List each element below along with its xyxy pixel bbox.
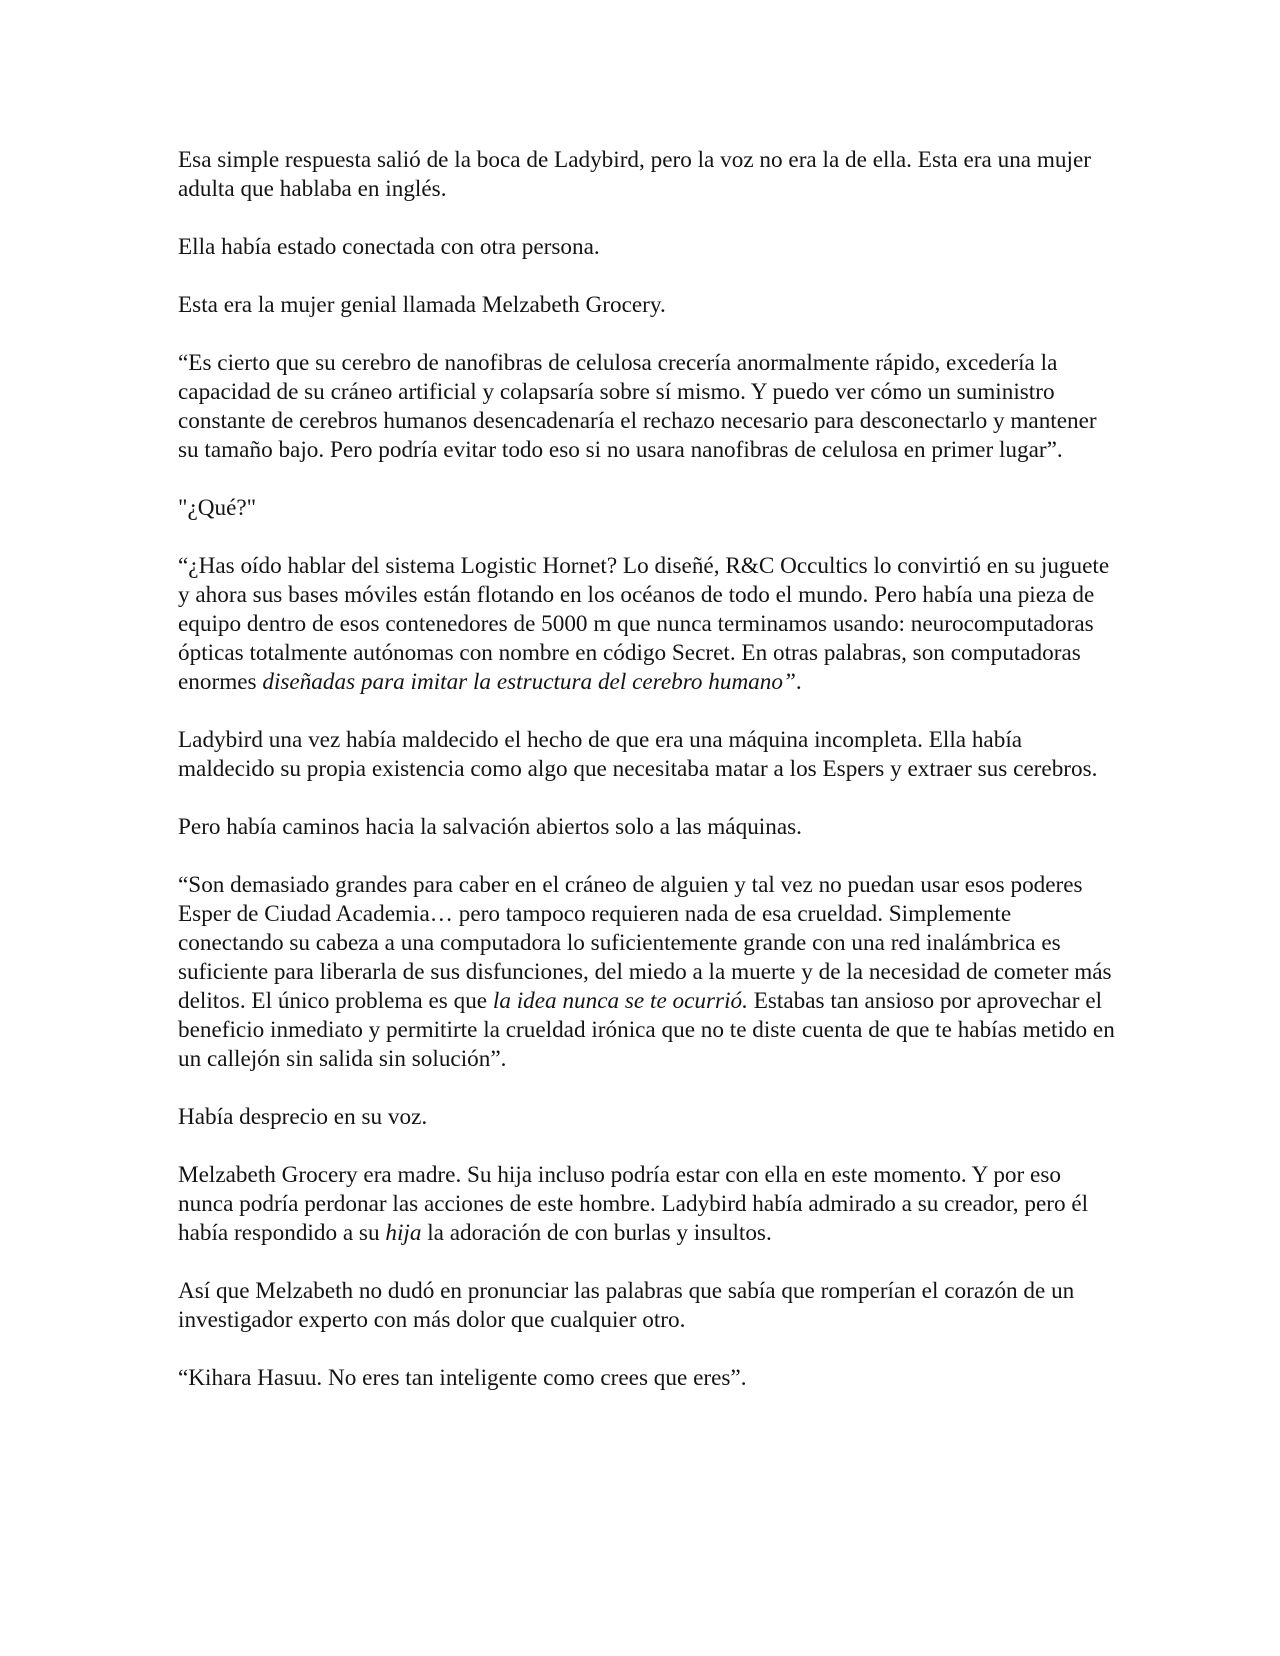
paragraph-11 xyxy=(178,1161,1118,1248)
paragraph-6-text-a: “¿Has oído hablar del sistema Logistic Hornet? Lo diseñé, R&C Occultics lo convirtió en su juguete y ahora sus bases móviles están flotando en los océanos de todo el mundo. Pero había una pieza de equipo dentro de esos contenedores de 5000 m que nunca terminamos usando: neurocomputadoras ópticas totalmente autónomas con nombre en código Secret. En otras palabras, son computadoras enormes xyxy=(178,553,1110,695)
paragraph-13: “Kihara Hasuu. No eres tan inteligente como crees que eres”. xyxy=(178,1365,747,1391)
paragraph-11-text-a: Melzabeth Grocery era madre. Su hija incluso podría estar con ella en este momento. Y por eso nunca podría perdonar las acciones de este hombre. Ladybird había admirado a su creador, pero él había respondido a su xyxy=(178,1162,1089,1246)
paragraph-10: Había desprecio en su voz. xyxy=(178,1104,428,1130)
paragraph-7: Ladybird una vez había maldecido el hecho de que era una máquina incompleta. Ella había maldecido su propia existencia como algo que necesitaba matar a los Espers y extraer sus cerebros. xyxy=(178,727,1098,782)
paragraph-6 xyxy=(178,552,1118,697)
paragraph-2: Ella había estado conectada con otra persona. xyxy=(178,234,600,260)
paragraph-12: Así que Melzabeth no dudó en pronunciar las palabras que sabía que romperían el corazón de un investigador experto con más dolor que cualquier otro. xyxy=(178,1278,1075,1333)
paragraph-8: Pero había caminos hacia la salvación abiertos solo a las máquinas. xyxy=(178,814,802,840)
paragraph-11-italic: hija xyxy=(385,1220,422,1246)
paragraph-5: "¿Qué?" xyxy=(178,495,257,521)
paragraph-3: Esta era la mujer genial llamada Melzabeth Grocery. xyxy=(178,292,666,318)
paragraph-9 xyxy=(178,871,1118,1074)
paragraph-6-italic: diseñadas para imitar la estructura del cerebro humano” xyxy=(262,669,796,695)
paragraph-11-text-b: la adoración de con burlas y insultos. xyxy=(421,1220,772,1246)
paragraph-1: Esa simple respuesta salió de la boca de Ladybird, pero la voz no era la de ella. Esta era una mujer adulta que hablaba en inglés. xyxy=(178,147,1091,202)
paragraph-9-italic: la idea nunca se te ocurrió. xyxy=(492,988,748,1014)
paragraph-4: “Es cierto que su cerebro de nanofibras de celulosa crecería anormalmente rápido, excedería la capacidad de su cráneo artificial y colapsaría sobre sí mismo. Y puedo ver cómo un suministro constante de cerebros humanos desencadenaría el rechazo necesario para desconectarlo y mantener su tamaño bajo. Pero podría evitar todo eso si no usara nanofibras de celulosa en primer lugar”. xyxy=(178,350,1097,463)
paragraph-9-text-b: Estabas tan ansioso por aprovechar el beneficio inmediato y permitirte la crueldad irónica que no te diste cuenta de que te habías metido en un callejón sin salida sin solución”. xyxy=(178,988,1115,1072)
document-page xyxy=(178,146,1118,1393)
paragraph-9-text-a: “Son demasiado grandes para caber en el cráneo de alguien y tal vez no puedan usar esos poderes Esper de Ciudad Academia… pero tampoco requieren nada de esa crueldad. Simplemente conectando su cabeza a una computadora lo suficientemente grande con una red inalámbrica es suficiente para liberarla de sus disfunciones, del miedo a la muerte y de la necesidad de cometer más delitos. El único problema es que xyxy=(178,872,1112,1014)
paragraph-6-text-b: . xyxy=(795,669,802,695)
